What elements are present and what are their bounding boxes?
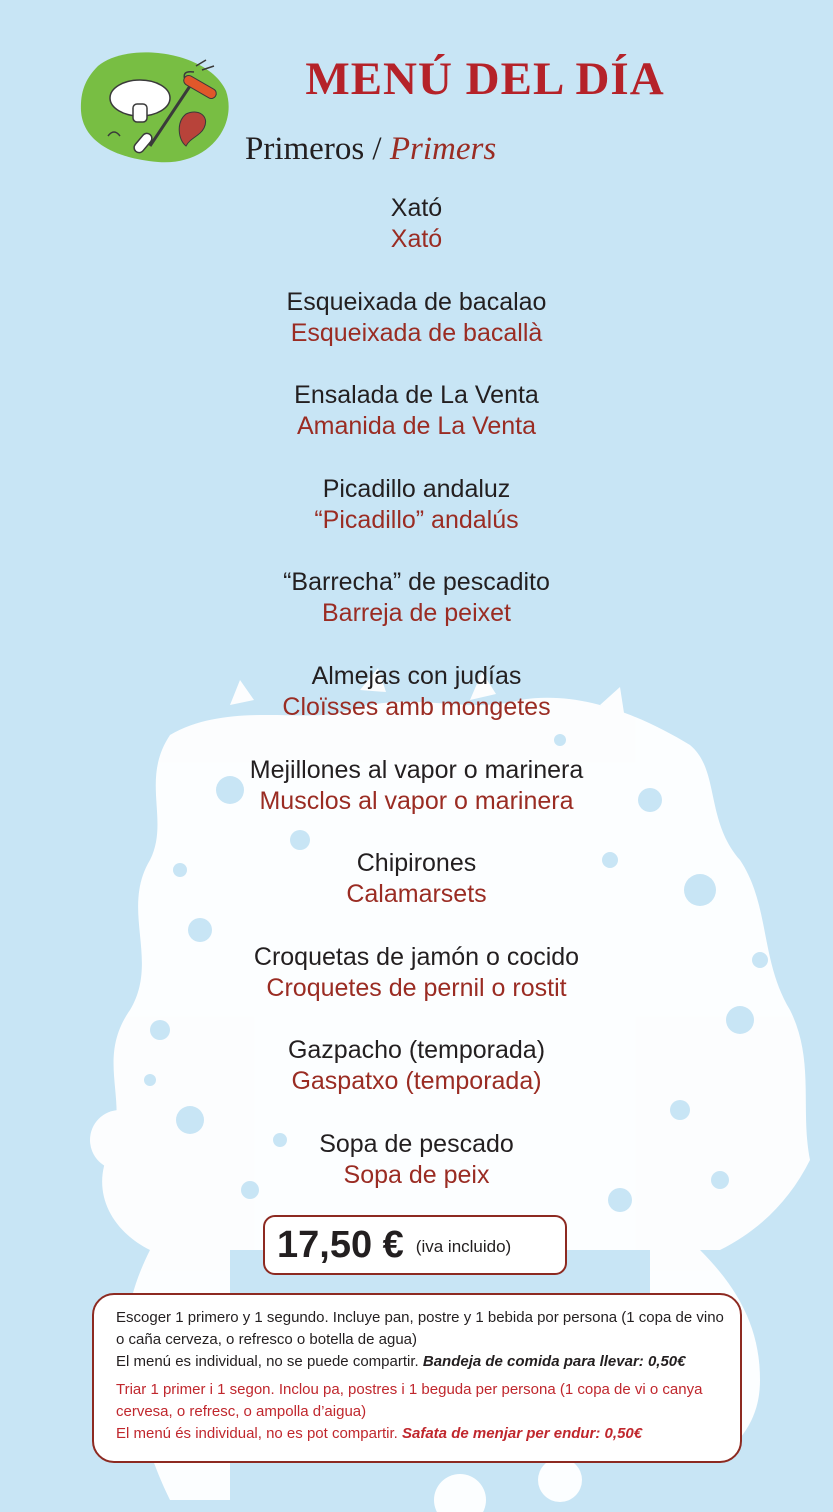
- conditions-es-text: Escoger 1 primero y 1 segundo. Incluye pan, postre y 1 bebida por persona (1 copa de vino o caña cerveza, o refresco o botella de agua): [116, 1309, 724, 1348]
- dish-name-ca: Gaspatxo (temporada): [291, 1067, 542, 1096]
- dish-item: [0, 193, 833, 287]
- takeaway-fee-es: Bandeja de comida para llevar: 0,50€: [422, 1353, 686, 1370]
- dish-item: [0, 567, 833, 661]
- price-box: [263, 1215, 567, 1275]
- dish-name-ca: Esqueixada de bacallà: [290, 318, 543, 347]
- dish-name-ca: Xató: [390, 225, 443, 253]
- dish-item: [0, 1129, 833, 1223]
- dish-name-es: Chipirones: [356, 849, 477, 878]
- dish-name-es: Ensalada de La Venta: [294, 381, 539, 410]
- dish-item: [0, 755, 833, 849]
- takeaway-fee-ca: Safata de menjar per endur: 0,50€: [402, 1425, 643, 1442]
- conditions-ca: [116, 1379, 730, 1445]
- conditions-es: [116, 1307, 730, 1373]
- dish-item: [0, 942, 833, 1036]
- dish-name-ca: Croquetes de pernil o rostit: [266, 973, 567, 1002]
- section-separator: /: [372, 131, 382, 167]
- dish-list: [0, 193, 833, 1223]
- section-heading-ca: Primers: [389, 131, 497, 167]
- dish-name-es: Croquetas de jamón o cocido: [253, 942, 580, 971]
- dish-name-ca: Amanida de La Venta: [296, 412, 537, 441]
- conditions-ca-note: El menú és individual, no es pot compartir.: [116, 1425, 398, 1442]
- dish-name-ca: Calamarsets: [346, 880, 487, 909]
- dish-name-es: Esqueixada de bacalao: [286, 287, 547, 316]
- conditions-box: [92, 1293, 742, 1463]
- conditions-es-note: El menú es individual, no se puede compartir.: [116, 1353, 419, 1370]
- dish-name-ca: Cloïsses amb mongetes: [282, 692, 551, 721]
- vat-note: (iva incluido): [415, 1237, 512, 1256]
- dish-item: [0, 661, 833, 755]
- dish-name-es: Gazpacho (temporada): [287, 1036, 546, 1065]
- dish-item: [0, 287, 833, 381]
- dish-item: [0, 474, 833, 568]
- dish-name-ca: “Picadillo” andalús: [314, 505, 519, 534]
- dish-name-es: Sopa de pescado: [319, 1129, 514, 1158]
- dish-name-es: Mejillones al vapor o marinera: [249, 755, 584, 784]
- section-heading-es: Primeros: [245, 131, 365, 167]
- dish-name-ca: Sopa de peix: [343, 1160, 490, 1189]
- dish-name-es: “Barrecha” de pescadito: [283, 568, 550, 597]
- section-heading: [245, 131, 496, 168]
- dish-item: [0, 380, 833, 474]
- conditions-ca-text: Triar 1 primer i 1 segon. Inclou pa, postres i 1 beguda per persona (1 copa de vi o canya cervesa, o refresc, o ampolla d’aigua): [116, 1381, 703, 1420]
- dish-name-ca: Barreja de peixet: [321, 599, 511, 628]
- dish-name-ca: Musclos al vapor o marinera: [259, 786, 574, 815]
- dish-item: [0, 1035, 833, 1129]
- cooking-utensils-icon: [78, 46, 230, 168]
- dish-name-es: Picadillo andaluz: [322, 474, 511, 503]
- dish-name-es: Almejas con judías: [311, 661, 522, 690]
- menu-price: 17,50 €: [277, 1223, 404, 1266]
- dish-item: [0, 848, 833, 942]
- dish-name-es: Xató: [390, 194, 443, 222]
- page-title: MENÚ DEL DÍA: [305, 53, 665, 105]
